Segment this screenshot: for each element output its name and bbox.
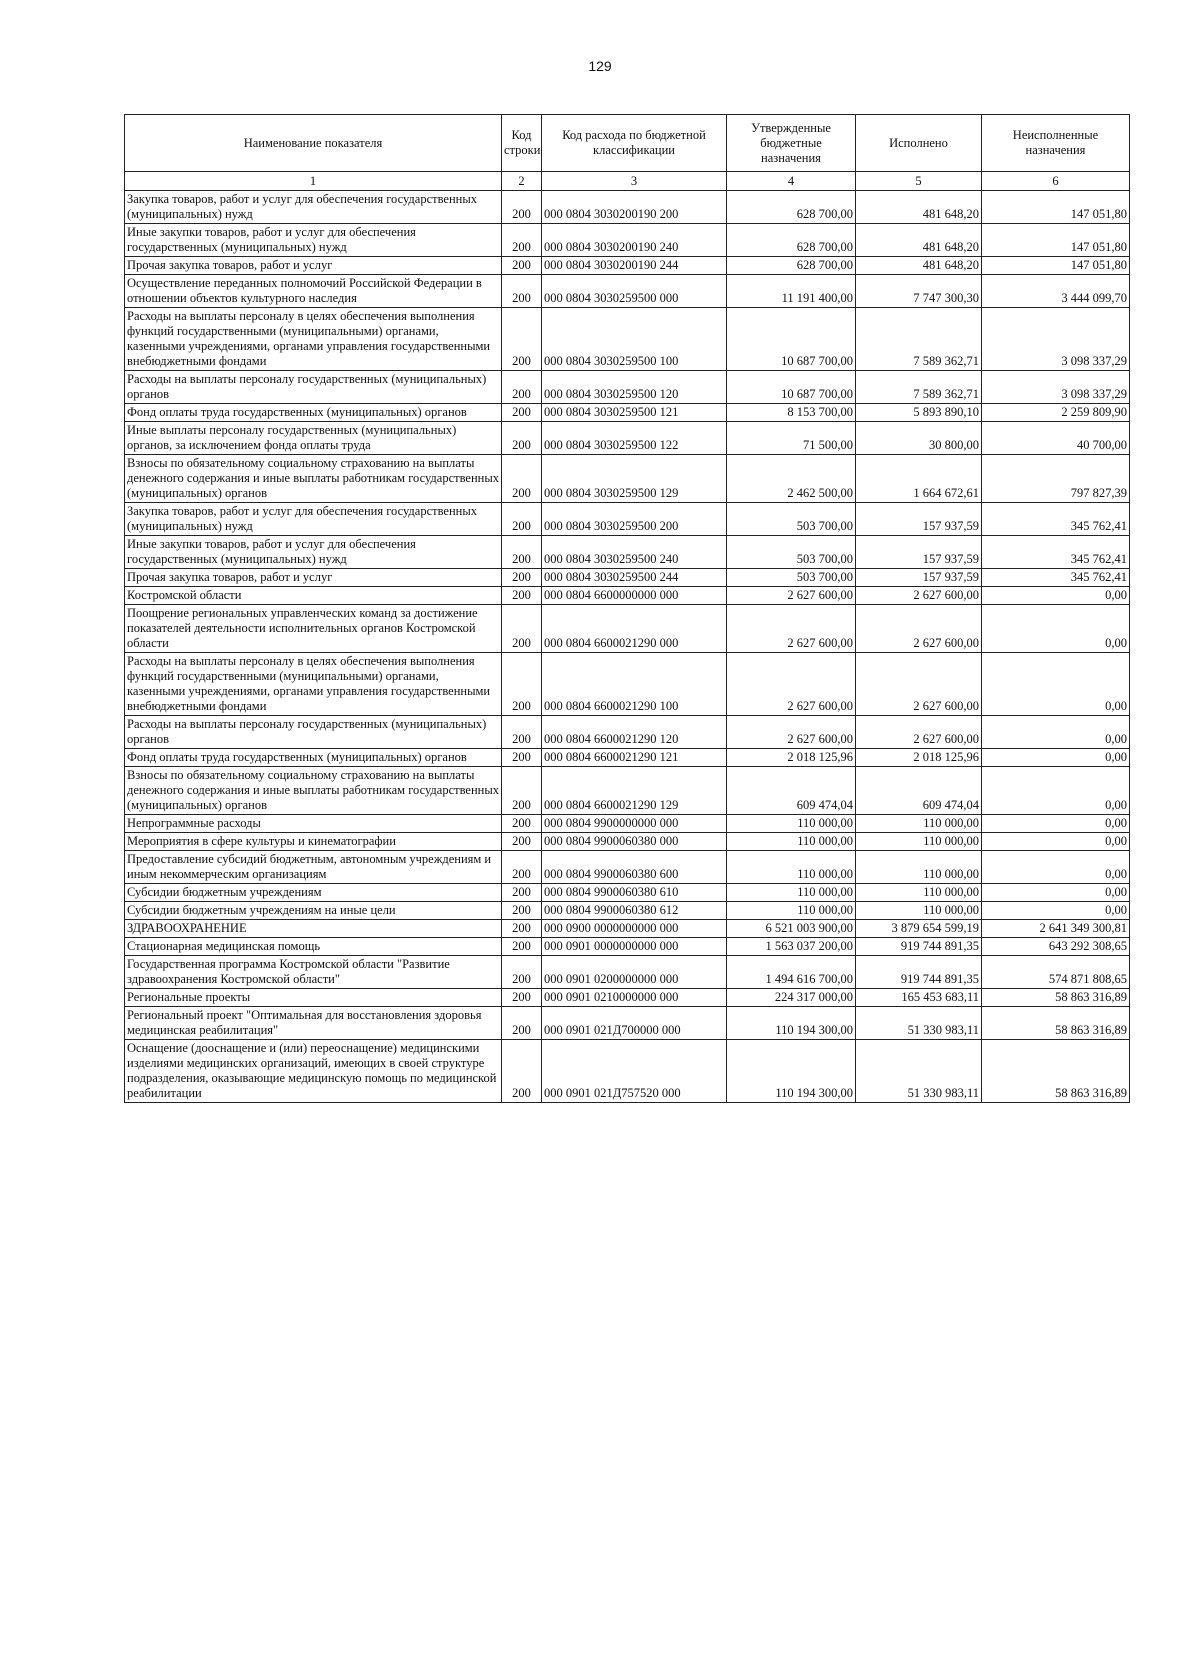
table-body xyxy=(125,191,1130,1103)
row-approved-amount: 10 687 700,00 xyxy=(727,308,856,371)
row-indicator-name: Субсидии бюджетным учреждениям на иные цели xyxy=(125,902,502,920)
table-row xyxy=(125,989,1130,1007)
page-number: 129 xyxy=(588,58,612,74)
row-approved-amount: 628 700,00 xyxy=(727,191,856,224)
row-budget-code: 000 0804 6600000000 000 xyxy=(542,587,727,605)
header-indicator-name: Наименование показателя xyxy=(125,115,502,172)
row-indicator-name: Взносы по обязательному социальному страхованию на выплаты денежного содержания и иные выплаты работникам государственных (муниципальных) органов xyxy=(125,767,502,815)
row-line-code: 200 xyxy=(502,224,542,257)
row-executed-amount: 1 664 672,61 xyxy=(856,455,982,503)
row-unexecuted-amount: 0,00 xyxy=(982,749,1130,767)
row-unexecuted-amount: 0,00 xyxy=(982,653,1130,716)
table-row xyxy=(125,308,1130,371)
row-budget-code: 000 0804 9900060380 612 xyxy=(542,902,727,920)
row-budget-code: 000 0901 0210000000 000 xyxy=(542,989,727,1007)
column-number: 6 xyxy=(982,172,1130,191)
row-unexecuted-amount: 0,00 xyxy=(982,815,1130,833)
row-line-code: 200 xyxy=(502,605,542,653)
row-executed-amount: 30 800,00 xyxy=(856,422,982,455)
row-executed-amount: 110 000,00 xyxy=(856,833,982,851)
row-indicator-name: Оснащение (дооснащение и (или) переоснащение) медицинскими изделиями медицинских организаций, имеющих в своей структуре подразделения, оказывающие медицинскую помощь по медицинской реабилитации xyxy=(125,1040,502,1103)
row-approved-amount: 1 563 037 200,00 xyxy=(727,938,856,956)
row-line-code: 200 xyxy=(502,275,542,308)
row-budget-code: 000 0804 6600021290 000 xyxy=(542,605,727,653)
row-approved-amount: 110 000,00 xyxy=(727,884,856,902)
row-budget-code: 000 0804 3030200190 240 xyxy=(542,224,727,257)
row-indicator-name: Закупка товаров, работ и услуг для обеспечения государственных (муниципальных) нужд xyxy=(125,191,502,224)
table-row xyxy=(125,503,1130,536)
row-unexecuted-amount: 345 762,41 xyxy=(982,569,1130,587)
row-approved-amount: 2 627 600,00 xyxy=(727,653,856,716)
row-approved-amount: 609 474,04 xyxy=(727,767,856,815)
row-approved-amount: 2 462 500,00 xyxy=(727,455,856,503)
row-approved-amount: 503 700,00 xyxy=(727,536,856,569)
row-indicator-name: Взносы по обязательному социальному страхованию на выплаты денежного содержания и иные выплаты работникам государственных (муниципальных) органов xyxy=(125,455,502,503)
row-budget-code: 000 0901 0200000000 000 xyxy=(542,956,727,989)
row-budget-code: 000 0804 3030259500 240 xyxy=(542,536,727,569)
row-budget-code: 000 0804 3030259500 000 xyxy=(542,275,727,308)
row-line-code: 200 xyxy=(502,902,542,920)
row-budget-code: 000 0804 9900060380 600 xyxy=(542,851,727,884)
row-budget-code: 000 0804 9900060380 000 xyxy=(542,833,727,851)
row-line-code: 200 xyxy=(502,767,542,815)
column-number: 1 xyxy=(125,172,502,191)
row-indicator-name: Непрограммные расходы xyxy=(125,815,502,833)
header-executed: Исполнено xyxy=(856,115,982,172)
row-approved-amount: 71 500,00 xyxy=(727,422,856,455)
row-line-code: 200 xyxy=(502,938,542,956)
row-indicator-name: Расходы на выплаты персоналу в целях обеспечения выполнения функций государственными (муниципальными) органами, казенными учреждениями, органами управления государственными внебюджетными фондами xyxy=(125,653,502,716)
row-unexecuted-amount: 345 762,41 xyxy=(982,536,1130,569)
row-line-code: 200 xyxy=(502,503,542,536)
table-row xyxy=(125,884,1130,902)
table-row xyxy=(125,716,1130,749)
row-budget-code: 000 0804 3030259500 129 xyxy=(542,455,727,503)
row-approved-amount: 224 317 000,00 xyxy=(727,989,856,1007)
row-unexecuted-amount: 643 292 308,65 xyxy=(982,938,1130,956)
row-unexecuted-amount: 58 863 316,89 xyxy=(982,989,1130,1007)
column-number: 3 xyxy=(542,172,727,191)
row-approved-amount: 2 627 600,00 xyxy=(727,605,856,653)
row-indicator-name: Региональный проект "Оптимальная для восстановления здоровья медицинская реабилитация" xyxy=(125,1007,502,1040)
row-budget-code: 000 0804 3030259500 200 xyxy=(542,503,727,536)
row-executed-amount: 481 648,20 xyxy=(856,257,982,275)
row-indicator-name: Государственная программа Костромской области "Развитие здравоохранения Костромской области" xyxy=(125,956,502,989)
row-executed-amount: 51 330 983,11 xyxy=(856,1007,982,1040)
row-line-code: 200 xyxy=(502,308,542,371)
row-indicator-name: Костромской области xyxy=(125,587,502,605)
row-unexecuted-amount: 40 700,00 xyxy=(982,422,1130,455)
row-executed-amount: 7 589 362,71 xyxy=(856,371,982,404)
row-executed-amount: 3 879 654 599,19 xyxy=(856,920,982,938)
row-line-code: 200 xyxy=(502,1040,542,1103)
row-indicator-name: Иные закупки товаров, работ и услуг для обеспечения государственных (муниципальных) нужд xyxy=(125,224,502,257)
row-approved-amount: 1 494 616 700,00 xyxy=(727,956,856,989)
row-indicator-name: Фонд оплаты труда государственных (муниципальных) органов xyxy=(125,749,502,767)
row-budget-code: 000 0901 021Д700000 000 xyxy=(542,1007,727,1040)
table-row xyxy=(125,275,1130,308)
table-row xyxy=(125,902,1130,920)
row-line-code: 200 xyxy=(502,569,542,587)
row-budget-code: 000 0901 021Д757520 000 xyxy=(542,1040,727,1103)
row-unexecuted-amount: 0,00 xyxy=(982,716,1130,749)
header-row xyxy=(125,115,1130,172)
row-approved-amount: 503 700,00 xyxy=(727,569,856,587)
row-approved-amount: 6 521 003 900,00 xyxy=(727,920,856,938)
row-unexecuted-amount: 345 762,41 xyxy=(982,503,1130,536)
row-unexecuted-amount: 2 259 809,90 xyxy=(982,404,1130,422)
row-executed-amount: 2 627 600,00 xyxy=(856,716,982,749)
row-unexecuted-amount: 0,00 xyxy=(982,884,1130,902)
header-approved: Утвержденные бюджетные назначения xyxy=(727,115,856,172)
table-row xyxy=(125,191,1130,224)
row-approved-amount: 110 194 300,00 xyxy=(727,1040,856,1103)
row-unexecuted-amount: 58 863 316,89 xyxy=(982,1007,1130,1040)
row-budget-code: 000 0804 3030200190 244 xyxy=(542,257,727,275)
row-indicator-name: Расходы на выплаты персоналу государственных (муниципальных) органов xyxy=(125,371,502,404)
table-row xyxy=(125,224,1130,257)
row-indicator-name: Расходы на выплаты персоналу в целях обеспечения выполнения функций государственными (муниципальными) органами, казенными учреждениями, органами управления государственными внебюджетными фондами xyxy=(125,308,502,371)
row-budget-code: 000 0804 6600021290 100 xyxy=(542,653,727,716)
row-line-code: 200 xyxy=(502,851,542,884)
row-indicator-name: Иные выплаты персоналу государственных (муниципальных) органов, за исключением фонда оплаты труда xyxy=(125,422,502,455)
row-budget-code: 000 0804 3030259500 100 xyxy=(542,308,727,371)
row-indicator-name: ЗДРАВООХРАНЕНИЕ xyxy=(125,920,502,938)
row-indicator-name: Расходы на выплаты персоналу государственных (муниципальных) органов xyxy=(125,716,502,749)
row-line-code: 200 xyxy=(502,371,542,404)
row-unexecuted-amount: 3 098 337,29 xyxy=(982,308,1130,371)
row-line-code: 200 xyxy=(502,920,542,938)
row-indicator-name: Субсидии бюджетным учреждениям xyxy=(125,884,502,902)
header-line-code: Код строки xyxy=(502,115,542,172)
row-executed-amount: 919 744 891,35 xyxy=(856,938,982,956)
row-budget-code: 000 0804 9900060380 610 xyxy=(542,884,727,902)
row-executed-amount: 2 627 600,00 xyxy=(856,653,982,716)
column-number: 5 xyxy=(856,172,982,191)
row-executed-amount: 157 937,59 xyxy=(856,569,982,587)
row-executed-amount: 7 747 300,30 xyxy=(856,275,982,308)
row-unexecuted-amount: 147 051,80 xyxy=(982,257,1130,275)
row-unexecuted-amount: 147 051,80 xyxy=(982,224,1130,257)
row-line-code: 200 xyxy=(502,653,542,716)
row-line-code: 200 xyxy=(502,536,542,569)
row-unexecuted-amount: 0,00 xyxy=(982,902,1130,920)
table-row xyxy=(125,587,1130,605)
row-budget-code: 000 0804 6600021290 120 xyxy=(542,716,727,749)
row-approved-amount: 110 194 300,00 xyxy=(727,1007,856,1040)
row-executed-amount: 2 627 600,00 xyxy=(856,587,982,605)
row-unexecuted-amount: 3 098 337,29 xyxy=(982,371,1130,404)
row-indicator-name: Иные закупки товаров, работ и услуг для обеспечения государственных (муниципальных) нужд xyxy=(125,536,502,569)
row-indicator-name: Мероприятия в сфере культуры и кинематографии xyxy=(125,833,502,851)
row-executed-amount: 2 627 600,00 xyxy=(856,605,982,653)
row-unexecuted-amount: 58 863 316,89 xyxy=(982,1040,1130,1103)
row-executed-amount: 110 000,00 xyxy=(856,851,982,884)
row-indicator-name: Поощрение региональных управленческих команд за достижение показателей деятельности исполнительных органов Костромской области xyxy=(125,605,502,653)
column-number: 4 xyxy=(727,172,856,191)
table-row xyxy=(125,767,1130,815)
row-budget-code: 000 0804 6600021290 121 xyxy=(542,749,727,767)
row-approved-amount: 11 191 400,00 xyxy=(727,275,856,308)
row-budget-code: 000 0804 3030259500 120 xyxy=(542,371,727,404)
row-unexecuted-amount: 0,00 xyxy=(982,833,1130,851)
row-approved-amount: 110 000,00 xyxy=(727,833,856,851)
row-executed-amount: 919 744 891,35 xyxy=(856,956,982,989)
row-approved-amount: 503 700,00 xyxy=(727,503,856,536)
table-row xyxy=(125,1007,1130,1040)
row-executed-amount: 157 937,59 xyxy=(856,503,982,536)
table-row xyxy=(125,833,1130,851)
row-budget-code: 000 0900 0000000000 000 xyxy=(542,920,727,938)
row-line-code: 200 xyxy=(502,989,542,1007)
header-budget-code: Код расхода по бюджетной классификации xyxy=(542,115,727,172)
table-row xyxy=(125,404,1130,422)
row-unexecuted-amount: 0,00 xyxy=(982,851,1130,884)
column-number: 2 xyxy=(502,172,542,191)
row-line-code: 200 xyxy=(502,716,542,749)
table-row xyxy=(125,815,1130,833)
row-unexecuted-amount: 574 871 808,65 xyxy=(982,956,1130,989)
row-indicator-name: Закупка товаров, работ и услуг для обеспечения государственных (муниципальных) нужд xyxy=(125,503,502,536)
row-approved-amount: 10 687 700,00 xyxy=(727,371,856,404)
table-row xyxy=(125,569,1130,587)
row-line-code: 200 xyxy=(502,455,542,503)
row-approved-amount: 2 627 600,00 xyxy=(727,587,856,605)
table-row xyxy=(125,422,1130,455)
row-approved-amount: 2 018 125,96 xyxy=(727,749,856,767)
table-row xyxy=(125,1040,1130,1103)
row-line-code: 200 xyxy=(502,884,542,902)
row-unexecuted-amount: 0,00 xyxy=(982,605,1130,653)
row-budget-code: 000 0804 3030259500 121 xyxy=(542,404,727,422)
row-indicator-name: Прочая закупка товаров, работ и услуг xyxy=(125,569,502,587)
row-line-code: 200 xyxy=(502,749,542,767)
row-executed-amount: 110 000,00 xyxy=(856,815,982,833)
row-line-code: 200 xyxy=(502,587,542,605)
row-budget-code: 000 0804 6600021290 129 xyxy=(542,767,727,815)
table-row xyxy=(125,749,1130,767)
column-number-row xyxy=(125,172,1130,191)
row-line-code: 200 xyxy=(502,257,542,275)
row-line-code: 200 xyxy=(502,956,542,989)
row-line-code: 200 xyxy=(502,833,542,851)
row-executed-amount: 165 453 683,11 xyxy=(856,989,982,1007)
table-row xyxy=(125,653,1130,716)
row-executed-amount: 481 648,20 xyxy=(856,224,982,257)
row-line-code: 200 xyxy=(502,191,542,224)
row-indicator-name: Стационарная медицинская помощь xyxy=(125,938,502,956)
row-executed-amount: 157 937,59 xyxy=(856,536,982,569)
row-approved-amount: 628 700,00 xyxy=(727,224,856,257)
row-approved-amount: 110 000,00 xyxy=(727,815,856,833)
budget-execution-table xyxy=(124,114,1130,1103)
row-unexecuted-amount: 2 641 349 300,81 xyxy=(982,920,1130,938)
row-budget-code: 000 0804 3030259500 122 xyxy=(542,422,727,455)
row-executed-amount: 2 018 125,96 xyxy=(856,749,982,767)
table-row xyxy=(125,371,1130,404)
row-approved-amount: 628 700,00 xyxy=(727,257,856,275)
row-executed-amount: 609 474,04 xyxy=(856,767,982,815)
row-executed-amount: 481 648,20 xyxy=(856,191,982,224)
header-unexecuted: Неисполненные назначения xyxy=(982,115,1130,172)
row-approved-amount: 110 000,00 xyxy=(727,902,856,920)
table-row xyxy=(125,605,1130,653)
row-budget-code: 000 0804 3030200190 200 xyxy=(542,191,727,224)
row-unexecuted-amount: 0,00 xyxy=(982,767,1130,815)
row-indicator-name: Осуществление переданных полномочий Российской Федерации в отношении объектов культурного наследия xyxy=(125,275,502,308)
table-row xyxy=(125,938,1130,956)
row-line-code: 200 xyxy=(502,404,542,422)
row-executed-amount: 110 000,00 xyxy=(856,884,982,902)
row-unexecuted-amount: 797 827,39 xyxy=(982,455,1130,503)
row-unexecuted-amount: 0,00 xyxy=(982,587,1130,605)
row-executed-amount: 51 330 983,11 xyxy=(856,1040,982,1103)
table-row xyxy=(125,920,1130,938)
row-indicator-name: Региональные проекты xyxy=(125,989,502,1007)
row-indicator-name: Прочая закупка товаров, работ и услуг xyxy=(125,257,502,275)
row-unexecuted-amount: 147 051,80 xyxy=(982,191,1130,224)
table-row xyxy=(125,455,1130,503)
row-indicator-name: Фонд оплаты труда государственных (муниципальных) органов xyxy=(125,404,502,422)
table-header xyxy=(125,115,1130,191)
table-row xyxy=(125,536,1130,569)
row-line-code: 200 xyxy=(502,815,542,833)
row-line-code: 200 xyxy=(502,422,542,455)
row-unexecuted-amount: 3 444 099,70 xyxy=(982,275,1130,308)
table-row xyxy=(125,851,1130,884)
row-budget-code: 000 0901 0000000000 000 xyxy=(542,938,727,956)
row-approved-amount: 110 000,00 xyxy=(727,851,856,884)
table-row xyxy=(125,956,1130,989)
row-executed-amount: 110 000,00 xyxy=(856,902,982,920)
row-executed-amount: 5 893 890,10 xyxy=(856,404,982,422)
row-budget-code: 000 0804 9900000000 000 xyxy=(542,815,727,833)
row-line-code: 200 xyxy=(502,1007,542,1040)
row-indicator-name: Предоставление субсидий бюджетным, автономным учреждениям и иным некоммерческим организациям xyxy=(125,851,502,884)
row-approved-amount: 8 153 700,00 xyxy=(727,404,856,422)
row-approved-amount: 2 627 600,00 xyxy=(727,716,856,749)
row-budget-code: 000 0804 3030259500 244 xyxy=(542,569,727,587)
table-row xyxy=(125,257,1130,275)
row-executed-amount: 7 589 362,71 xyxy=(856,308,982,371)
